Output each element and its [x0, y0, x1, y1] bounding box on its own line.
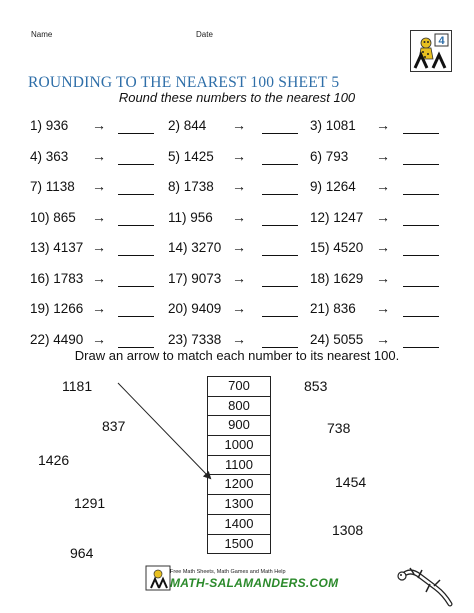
problem-number: 7) 1138 — [30, 179, 75, 194]
left-number: 964 — [70, 545, 94, 561]
right-arrow-icon: → — [376, 300, 390, 316]
problem-number: 10) 865 — [30, 209, 76, 225]
hundreds-cell: 1300 — [208, 495, 270, 515]
right-arrow-icon: → — [376, 330, 390, 347]
right-number: 853 — [304, 378, 328, 394]
right-arrow-icon: → — [92, 117, 106, 133]
problem-number: 18) 1629 — [310, 270, 364, 286]
problem-number: 16) 1783 — [30, 270, 84, 286]
date-label: Date — [196, 30, 213, 39]
problem-number: 11) 956 — [168, 209, 213, 225]
footer-brand: MATH-SALAMANDERS.COM — [170, 576, 339, 590]
right-arrow-icon: → — [92, 147, 106, 164]
problem-number: 12) 1247 — [310, 209, 364, 225]
hundreds-cell: 1400 — [208, 515, 270, 535]
problem-number: 9) 1264 — [310, 179, 356, 194]
problem-number: 3) 1081 — [310, 118, 356, 133]
right-arrow-icon: → — [232, 147, 246, 164]
left-number: 1291 — [74, 495, 106, 511]
problem-number: 2) 844 — [168, 118, 207, 133]
right-arrow-icon: → — [232, 269, 246, 286]
right-arrow-icon: → — [92, 269, 106, 286]
hundreds-cell: 1500 — [224, 535, 254, 551]
right-arrow-icon: → — [92, 178, 106, 194]
problem-number: 4) 363 — [30, 148, 69, 164]
problem-number: 15) 4520 — [310, 240, 364, 255]
problem-number: 6) 793 — [310, 148, 349, 164]
problem-number: 23) 7338 — [168, 331, 222, 347]
problem-number: 22) 4490 — [30, 331, 84, 347]
right-number: 1454 — [335, 474, 367, 490]
right-arrow-icon: → — [92, 208, 106, 225]
right-arrow-icon: → — [92, 239, 106, 255]
hundreds-cell: 800 — [208, 397, 270, 417]
salamander-logo-icon — [145, 565, 171, 596]
right-number: 1308 — [332, 522, 364, 538]
right-arrow-icon: → — [92, 300, 106, 316]
right-arrow-icon: → — [232, 239, 246, 255]
right-arrow-icon: → — [232, 178, 246, 194]
right-number: 738 — [327, 420, 351, 436]
problem-number: 8) 1738 — [168, 179, 214, 194]
right-arrow-icon: → — [376, 147, 390, 164]
salamander-icon — [396, 566, 456, 613]
right-arrow-icon: → — [232, 300, 246, 316]
page-title: ROUNDING TO THE NEAREST 100 SHEET 5 — [28, 74, 340, 91]
problem-number: 24) 5055 — [310, 331, 364, 347]
hundreds-cell: 900 — [208, 416, 270, 436]
hundreds-cell: 700 — [208, 377, 270, 397]
right-arrow-icon: → — [376, 178, 390, 194]
right-arrow-icon: → — [232, 330, 246, 347]
right-arrow-icon: → — [376, 269, 390, 286]
problem-number: 14) 3270 — [168, 240, 222, 255]
name-label: Name — [31, 30, 53, 39]
left-number: 1181 — [62, 378, 93, 394]
problem-number: 5) 1425 — [168, 148, 214, 164]
hundreds-cell: 1200 — [208, 475, 270, 495]
problem-number: 19) 1266 — [30, 301, 84, 316]
logo-number: 4 — [438, 35, 445, 47]
problem-number: 13) 4137 — [30, 240, 84, 255]
left-number: 1426 — [38, 452, 70, 468]
hundreds-cell: 1100 — [208, 456, 270, 476]
hundreds-cell: 1000 — [208, 436, 270, 456]
instruction-text: Round these numbers to the nearest 100 — [118, 90, 356, 105]
problem-number: 21) 836 — [310, 301, 356, 316]
problem-number: 20) 9409 — [168, 301, 222, 316]
footer-tagline: Free Math Sheets, Math Games and Math Help — [170, 569, 286, 575]
right-arrow-icon: → — [232, 208, 246, 225]
right-arrow-icon: → — [376, 117, 390, 133]
right-arrow-icon: → — [92, 330, 106, 347]
problem-number: 1) 936 — [30, 118, 69, 133]
problem-number: 17) 9073 — [168, 270, 222, 286]
left-number: 837 — [102, 418, 126, 434]
right-arrow-icon: → — [376, 239, 390, 255]
right-arrow-icon: → — [232, 117, 246, 133]
match-instruction: Draw an arrow to match each number to its nearest 100. — [74, 348, 400, 363]
right-arrow-icon: → — [376, 208, 390, 225]
